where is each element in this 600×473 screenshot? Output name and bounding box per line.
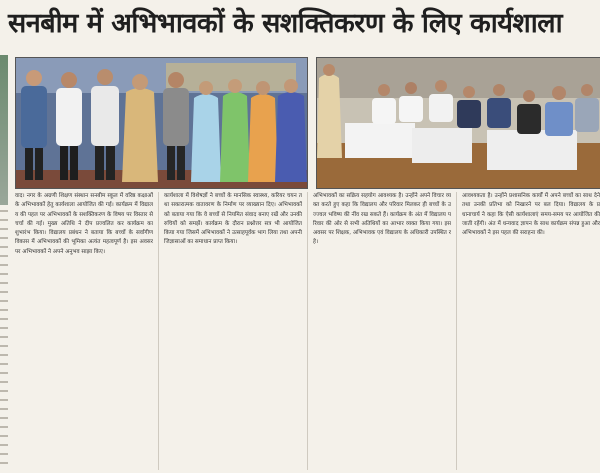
article-column-4 <box>462 192 600 470</box>
article-column-3 <box>313 192 451 470</box>
adjacent-article-text-edge <box>0 210 8 470</box>
audience-photo <box>316 57 600 189</box>
column-3-text: अभिभावकों का सक्रिय सहयोग आवश्यक है। उन्होंने अपने विचार व्यक्त करते हुए कहा कि विद्यालय और परिवार मिलकर ही बच्चों के उज्ज्वल भविष्य की नींव रख सकते हैं। कार्यक्रम के अंत में विद्यालय परिवार की ओर से सभी अतिथियों का आभार व्यक्त किया गया। इस अवसर पर शिक्षक, अभिभावक एवं विद्यालय के अधिकारी उपस्थित रहे। <box>313 193 451 246</box>
adjacent-article-photo-edge <box>0 55 8 205</box>
column-divider <box>307 192 308 470</box>
group-photo-stage <box>15 57 308 189</box>
column-divider <box>158 192 159 470</box>
column-2-text: कार्यशाला में विशेषज्ञों ने बच्चों के मानसिक स्वास्थ्य, करियर चयन तथा सकारात्मक वातावरण के निर्माण पर व्याख्यान दिए। अभिभावकों को बताया गया कि वे बच्चों से नियमित संवाद बनाए रखें और उनकी रुचियों को समझें। कार्यक्रम के दौरान प्रश्नोत्तर सत्र भी आयोजित किया गया जिसमें अभिभावकों ने उत्साहपूर्वक भाग लिया तथा अपनी जिज्ञासाओं का समाधान प्राप्त किया। <box>164 193 302 246</box>
group-photo-illustration <box>16 58 307 188</box>
column-divider <box>456 192 457 470</box>
article-column-1 <box>15 192 153 470</box>
article-column-2 <box>164 192 302 470</box>
article-body <box>15 192 600 470</box>
audience-photo-illustration <box>317 58 600 188</box>
article-headline: सनबीम में अभिभावकों के सशक्तिकरण के लिए कार्यशाला <box>8 8 563 39</box>
column-1-text: वाद। नगर के अग्रणी शिक्षण संस्थान सनबीम स्कूल में वरिष्ठ कक्षाओं के अभिभावकों हेतु कार्यशाला आयोजित की गई। कार्यक्रम में विद्यालय की पहल पर अभिभावकों के सशक्तिकरण के विषय पर विस्तार से चर्चा की गई। मुख्य अतिथि ने दीप प्रज्वलित कर कार्यक्रम का शुभारंभ किया। विद्यालय प्रबंधन ने बताया कि बच्चों के सर्वांगीण विकास में अभिभावकों की भूमिका अत्यंत महत्वपूर्ण है। इस अवसर पर अभिभावकों ने अपने अनुभव साझा किए। <box>15 193 153 255</box>
column-4-text: आवश्यकता है। उन्होंने प्रशासनिक कार्यों में अपने बच्चों का साथ देने तथा उनकी प्रतिभा को निखारने पर बल दिया। विद्यालय के प्रधानाचार्य ने कहा कि ऐसी कार्यशालाएं समय-समय पर आयोजित की जाती रहेंगी। अंत में धन्यवाद ज्ञापन के साथ कार्यक्रम संपन्न हुआ और अभिभावकों ने इस पहल की सराहना की। <box>462 193 600 237</box>
